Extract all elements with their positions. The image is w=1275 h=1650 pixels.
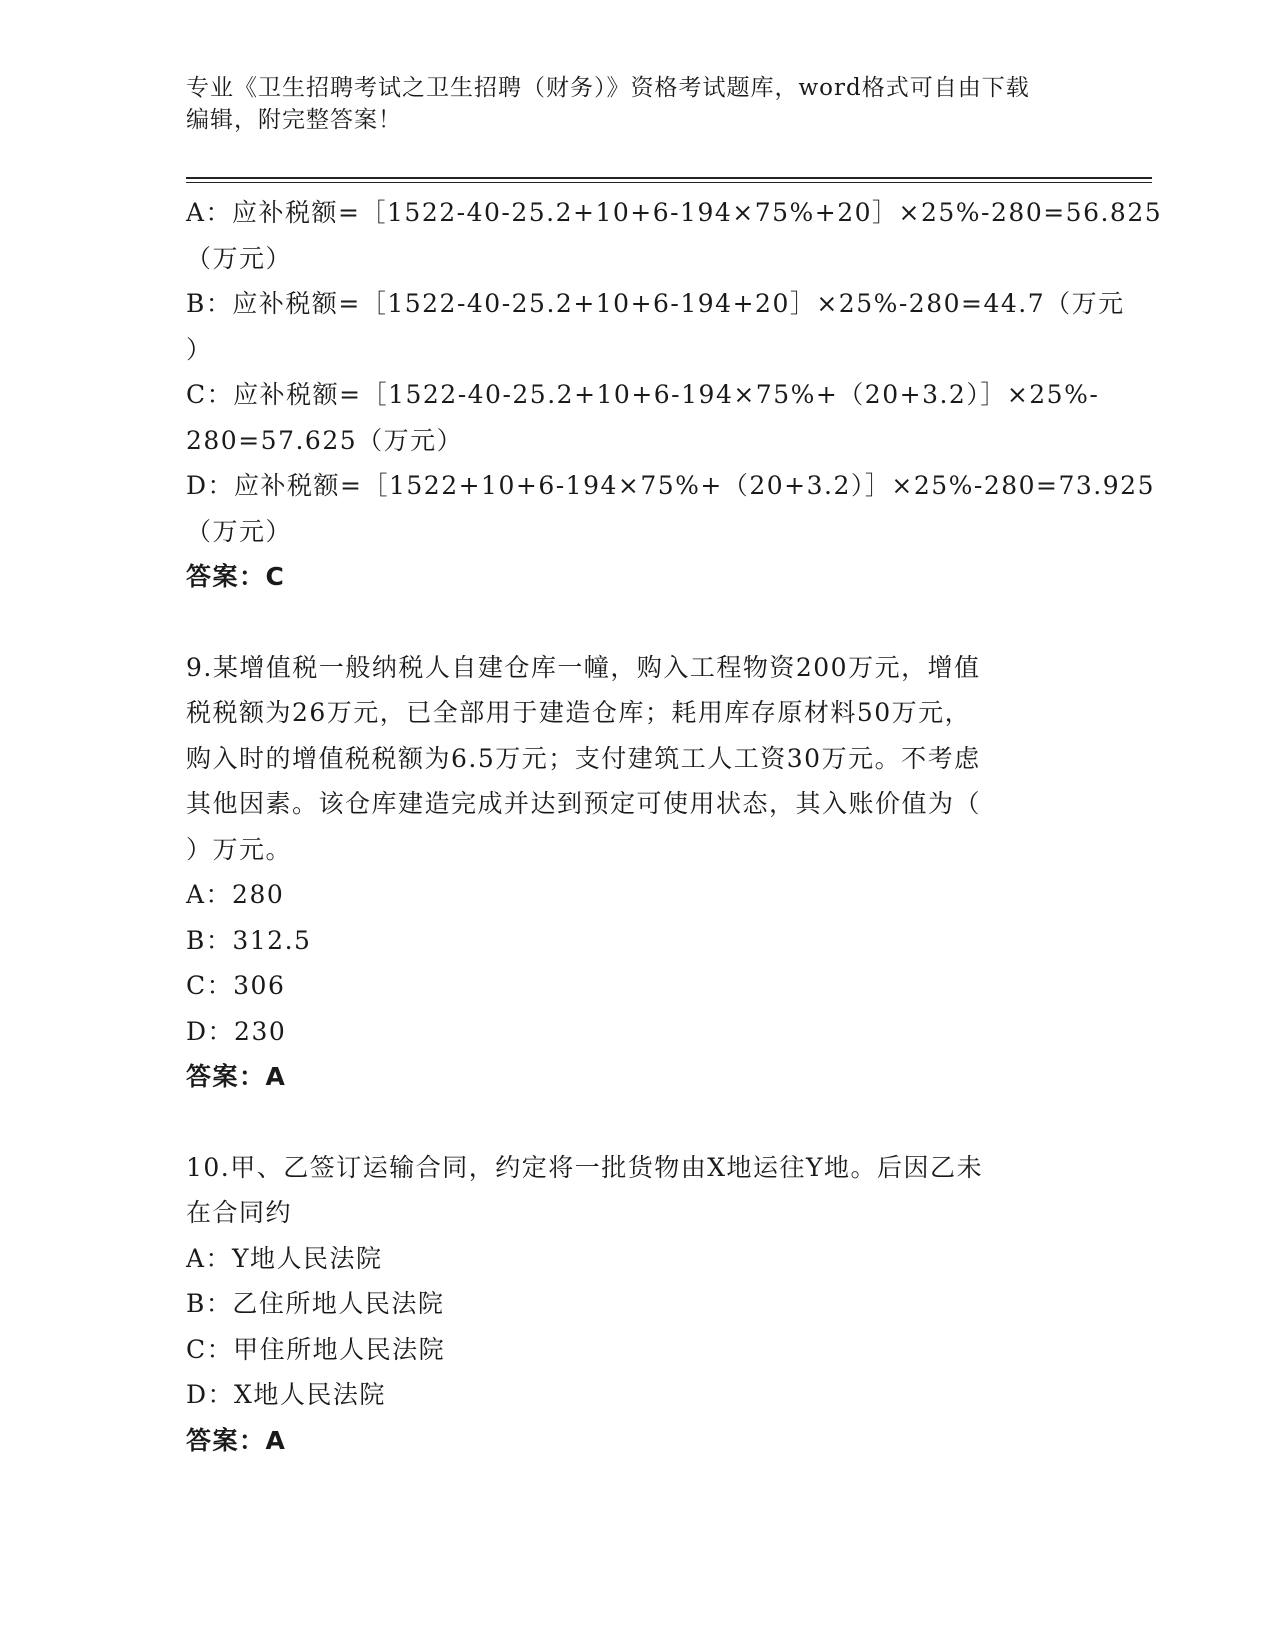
question-9-stem — [186, 645, 1086, 873]
q8-option-b-line-1: B：应补税额=［1522-40-25.2+10+6-194+20］×25%-280=44.7（万元 — [186, 289, 1125, 318]
q9-stem-line-4: 其他因素。该仓库建造完成并达到预定可使用状态，其入账价值为（ — [186, 789, 982, 818]
q9-stem-line-1: 9.某增值税一般纳税人自建仓库一幢，购入工程物资200万元，增值 — [186, 652, 981, 682]
header-divider-thin — [186, 182, 1152, 183]
header-line-2: 编辑，附完整答案！ — [186, 107, 402, 133]
q8-option-a-line-1: A：应补税额=［1522-40-25.2+10+6-194×75%+20］×25%-280=56.825 — [186, 198, 1163, 227]
q10-option-c: C：甲住所地人民法院 — [186, 1334, 446, 1364]
q8-option-b-line-2: ） — [186, 334, 213, 364]
q10-stem-line-1: 10.甲、乙签订运输合同，约定将一批货物由X地运往Y地。后因乙未 — [186, 1152, 984, 1182]
q10-stem-line-2: 在合同约 — [186, 1198, 293, 1227]
q9-answer: 答案：A — [186, 1062, 287, 1091]
q10-option-a: A：Y地人民法院 — [186, 1243, 383, 1273]
q8-answer: 答案：C — [186, 562, 286, 591]
q8-option-c-line-2: 280=57.625（万元） — [186, 425, 464, 455]
q9-stem-line-3: 购入时的增值税税额为6.5万元；支付建筑工人工资30万元。不考虑 — [186, 743, 981, 773]
q10-option-d: D：X地人民法院 — [186, 1380, 386, 1409]
question-10-options — [186, 1236, 1086, 1418]
document-header — [186, 72, 1066, 136]
q8-option-d-line-1: D：应补税额=［1522+10+6-194×75%+（20+3.2）］×25%-280=73.925 — [186, 471, 1155, 500]
header-divider-thick — [186, 177, 1152, 179]
question-8-options — [186, 190, 1163, 554]
q8-option-a-line-2: （万元） — [186, 243, 293, 273]
q8-option-c-line-1: C：应补税额=［1522-40-25.2+10+6-194×75%+（20+3.2）］×25%- — [186, 380, 1100, 409]
q9-option-c: C：306 — [186, 971, 286, 1000]
question-gap — [186, 1100, 1086, 1145]
q9-stem-line-5: ）万元。 — [186, 834, 293, 864]
q9-option-a: A：280 — [186, 880, 285, 909]
q10-answer: 答案：A — [186, 1425, 287, 1455]
q8-option-d-line-2: （万元） — [186, 516, 293, 546]
question-content — [186, 190, 1163, 1463]
header-line-1: 专业《卫生招聘考试之卫生招聘（财务）》资格考试题库，word格式可自由下载 — [186, 75, 1030, 101]
q9-option-d: D：230 — [186, 1016, 287, 1046]
q10-option-b: B：乙住所地人民法院 — [186, 1289, 445, 1318]
question-10-stem — [186, 1145, 1086, 1236]
q9-option-b: B：312.5 — [186, 925, 312, 955]
question-gap — [186, 600, 1086, 645]
question-9-options — [186, 872, 1086, 1054]
q9-stem-line-2: 税税额为26万元，已全部用于建造仓库；耗用库存原材料50万元， — [186, 698, 972, 727]
